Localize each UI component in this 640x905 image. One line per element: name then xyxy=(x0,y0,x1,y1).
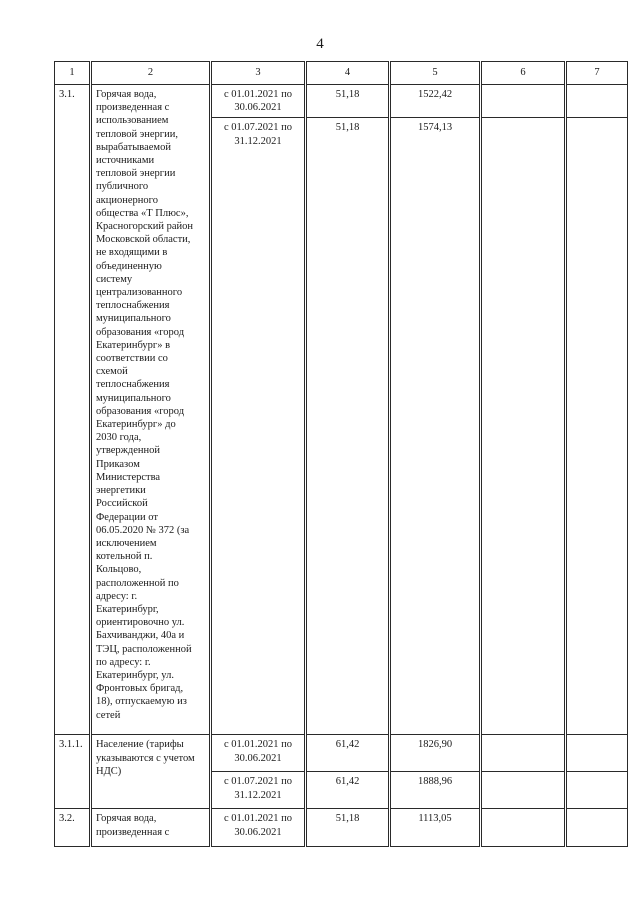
header-cell-5: 5 xyxy=(390,62,481,85)
col4-value: 61,42 xyxy=(306,735,390,772)
table-header-row xyxy=(55,62,628,85)
period-text: с 01.01.2021 по 30.06.2021 xyxy=(223,813,293,838)
header-cell-4: 4 xyxy=(306,62,390,85)
table-row xyxy=(55,85,628,118)
col5-value: 1826,90 xyxy=(390,735,481,772)
row-description xyxy=(91,85,211,735)
header-cell-3: 3 xyxy=(211,62,306,85)
col7-value xyxy=(566,735,628,772)
col4-value: 61,42 xyxy=(306,772,390,809)
col6-value xyxy=(481,85,566,118)
col7-value xyxy=(566,809,628,847)
col4-value: 51,18 xyxy=(306,118,390,735)
row-description-text: Горячая вода, произведенная с xyxy=(96,813,170,838)
col7-value xyxy=(566,85,628,118)
row-description xyxy=(91,809,211,847)
col7-value xyxy=(566,772,628,809)
period-text: с 01.01.2021 по 30.06.2021 xyxy=(223,739,293,764)
tariff-table xyxy=(54,61,628,847)
period-text: с 01.07.2021 по 31.12.2021 xyxy=(223,122,293,147)
col4-value: 51,18 xyxy=(306,809,390,847)
header-cell-1: 1 xyxy=(55,62,91,85)
col5-value: 1574,13 xyxy=(390,118,481,735)
col4-value: 51,18 xyxy=(306,85,390,118)
header-cell-6: 6 xyxy=(481,62,566,85)
row-description-text: Горячая вода, произведенная с использованием тепловой энергии, вырабатываемой источниками тепловой энергии публичного акционерного общества «Т Плюс», Красногорский район Московской области, не входящими в объединенную систему централизованного теплоснабжения муниципального образования «город Екатеринбург» в соответствии со схемой теплоснабжения муниципального образования «город Екатеринбург» до 2030 года, утвержденной Приказом Министерства энергетики Российской Федерации от 06.05.2020 № 372 (за исключением котельной п. Кольцово, расположенной по адресу: г. Екатеринбург, ориентировочно ул. Бахчиванджи, 40а и ТЭЦ, расположенной по адресу: г. Екатеринбург, ул. Фронтовых бригад, 18), отпускаемую из сетей xyxy=(96,89,194,721)
period-text: с 01.01.2021 по 30.06.2021 xyxy=(223,89,293,114)
row-number: 3.1.1. xyxy=(55,735,91,809)
col5-value: 1522,42 xyxy=(390,85,481,118)
table-row xyxy=(55,809,628,847)
col7-value xyxy=(566,118,628,735)
col6-value xyxy=(481,809,566,847)
col5-value: 1888,96 xyxy=(390,772,481,809)
period-cell xyxy=(211,735,306,772)
period-cell xyxy=(211,772,306,809)
col6-value xyxy=(481,735,566,772)
col5-value: 1113,05 xyxy=(390,809,481,847)
col6-value xyxy=(481,118,566,735)
header-cell-2: 2 xyxy=(91,62,211,85)
page-number: 4 xyxy=(316,36,324,52)
period-cell xyxy=(211,85,306,118)
table-row xyxy=(55,735,628,772)
row-description-text: Население (тарифы указываются с учетом НДС) xyxy=(96,739,195,777)
period-cell xyxy=(211,809,306,847)
period-text: с 01.07.2021 по 31.12.2021 xyxy=(223,776,293,801)
row-number: 3.1. xyxy=(55,85,91,735)
row-number: 3.2. xyxy=(55,809,91,847)
period-cell xyxy=(211,118,306,735)
row-description xyxy=(91,735,211,809)
header-cell-7: 7 xyxy=(566,62,628,85)
col6-value xyxy=(481,772,566,809)
